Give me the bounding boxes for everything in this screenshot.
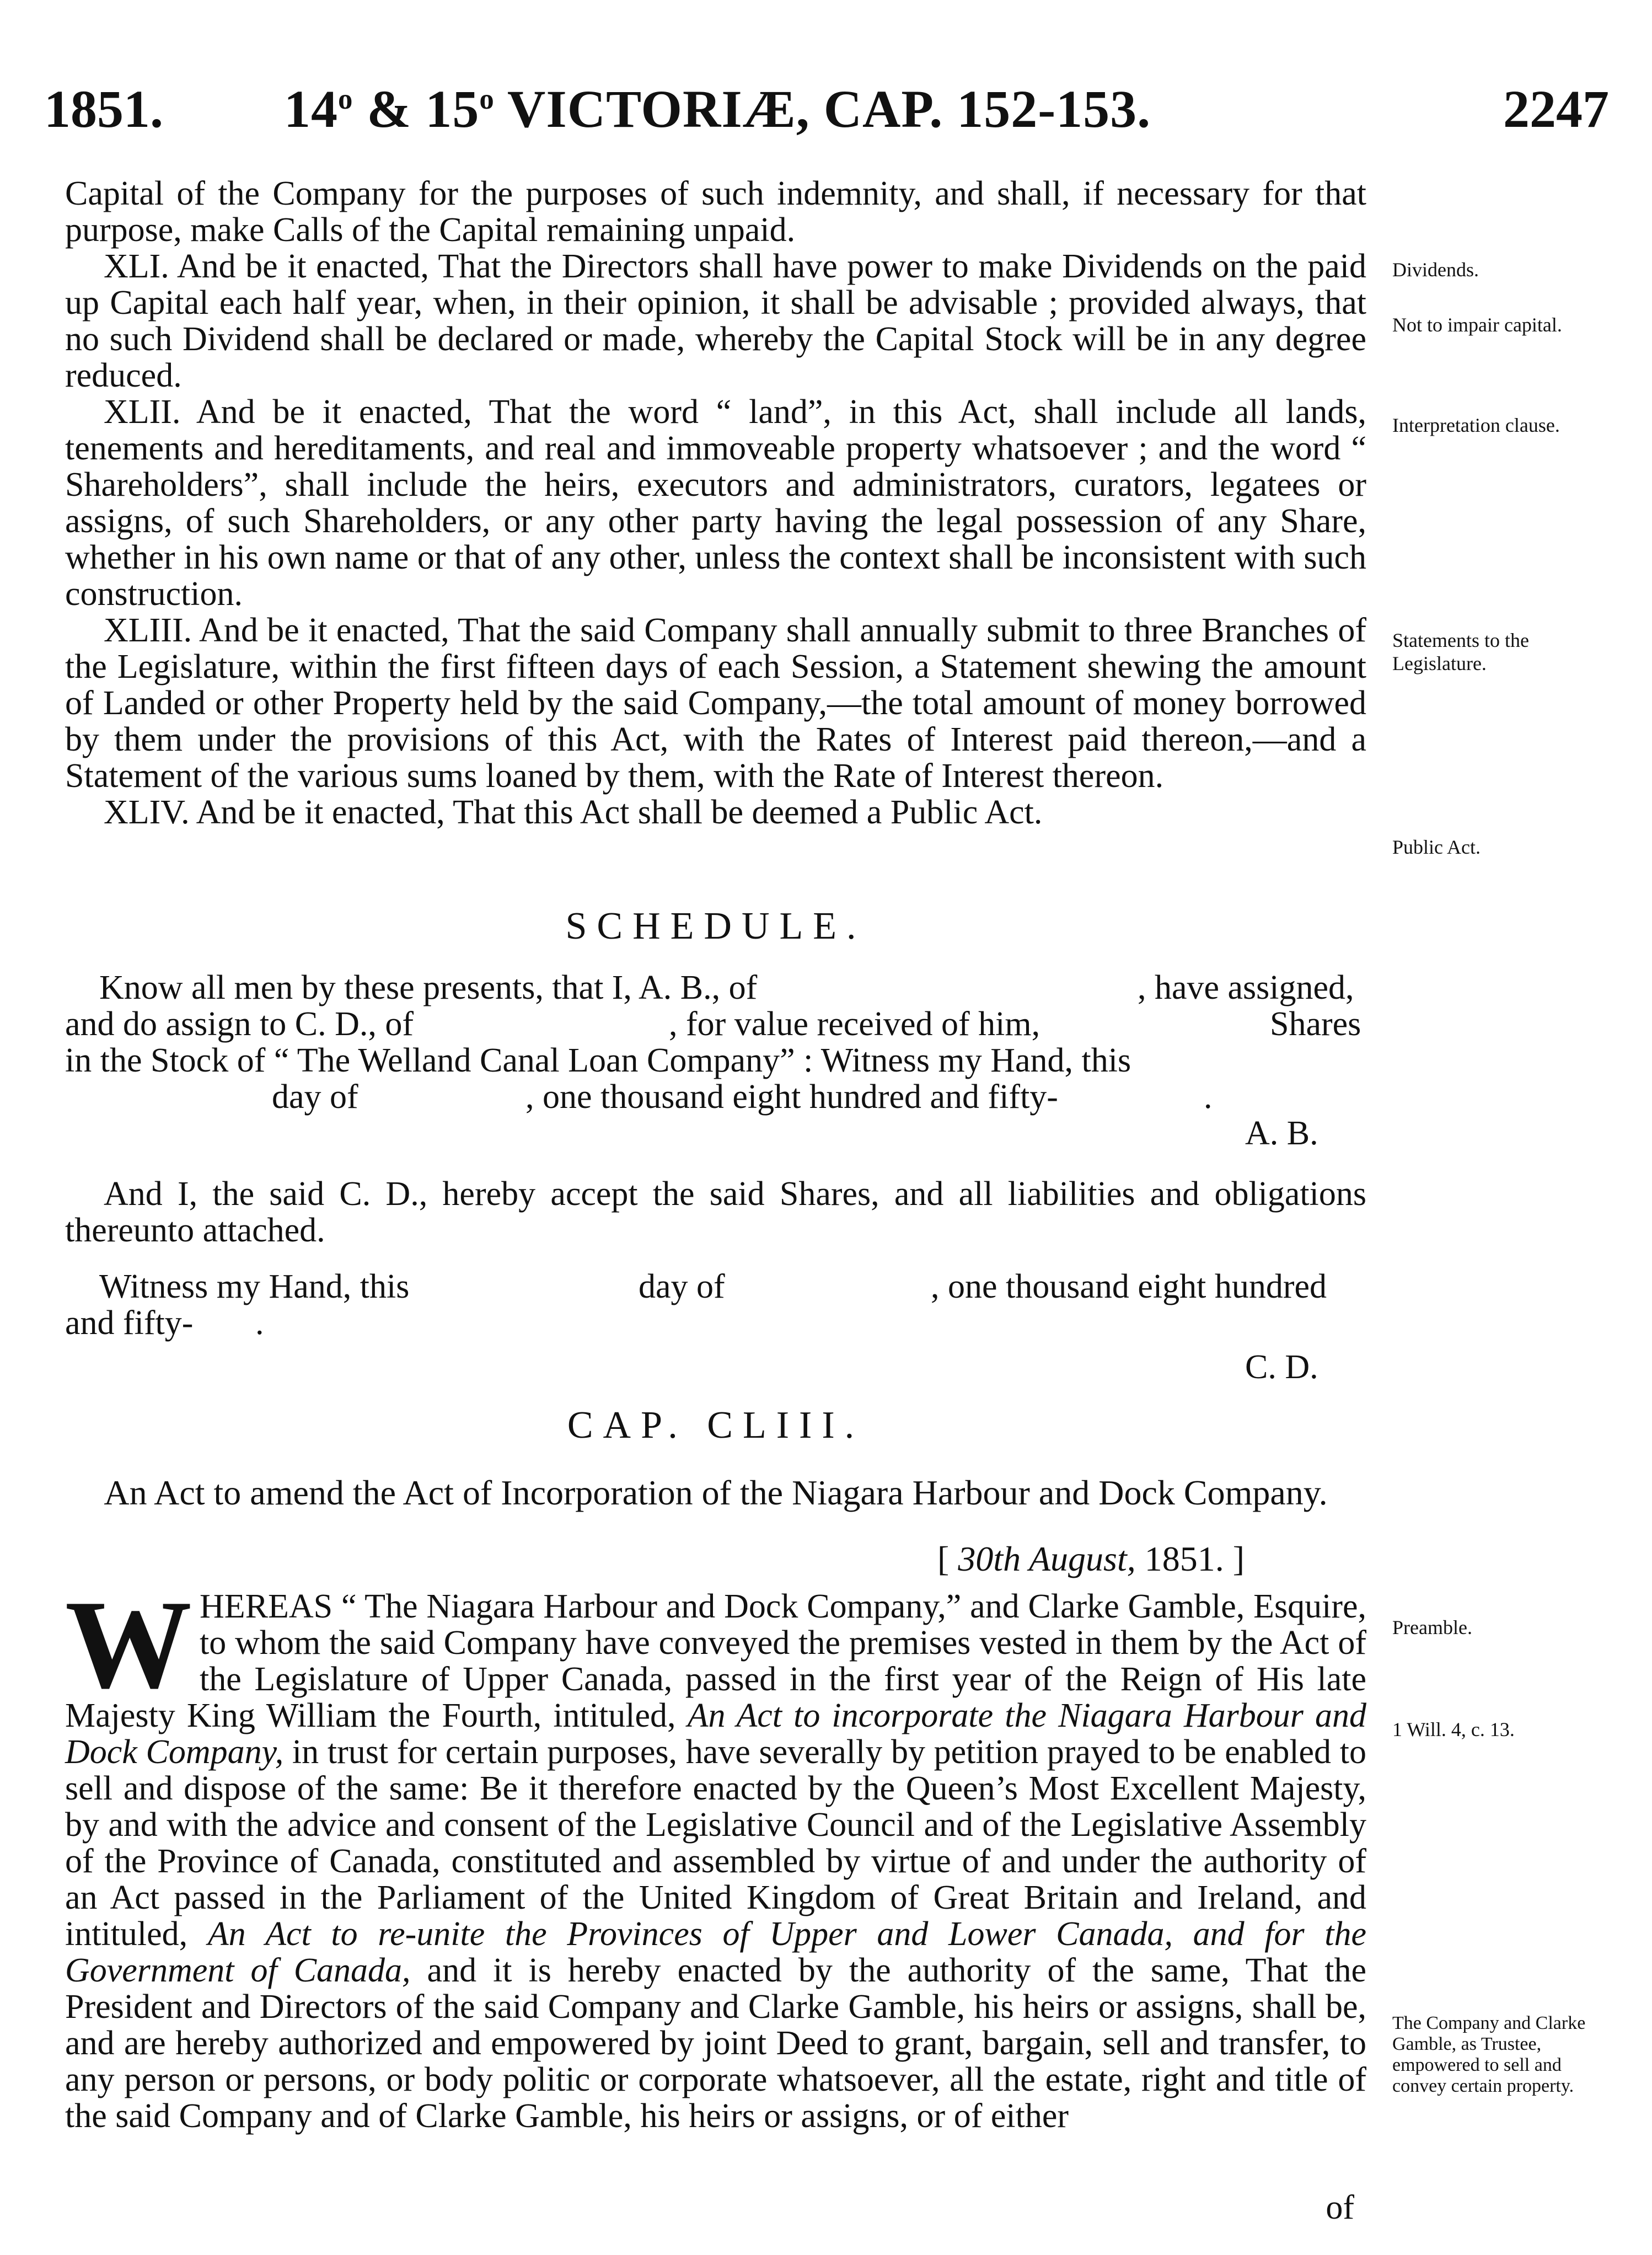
page-number: 2247 xyxy=(1503,79,1609,138)
section-xli: XLI. And be it enacted, That the Directors shall have power to make Dividends on the paid up Capital each half year, when, in their opinion, it shall be advisable ; provided always, that no such Dividend shall be declared or made, whereby the Capital Stock will be in any degree reduced. xyxy=(65,248,1366,394)
margin-note-not-impair: Not to impair capital. xyxy=(1392,314,1562,336)
header-title-mid: & 15 xyxy=(353,79,480,138)
margin-note-public-act: Public Act. xyxy=(1392,836,1481,858)
schedule-line-1b: , have assigned, xyxy=(1138,969,1354,1006)
witness-line-1c: , one thousand eight hundred xyxy=(931,1268,1327,1305)
schedule-line-2a: and do assign to C. D., of xyxy=(65,1005,414,1043)
signature-a-b: A. B. xyxy=(1245,1115,1318,1152)
section-xliv: XLIV. And be it enacted, That this Act shall be deemed a Public Act. xyxy=(104,794,1043,831)
schedule-line-1a: Know all men by these presents, that I, A. B., of xyxy=(99,969,758,1006)
cap-heading: CAP. CLIII. xyxy=(567,1404,865,1447)
header-title-pre: 14 xyxy=(284,79,338,138)
preamble-part-1: HEREAS “ The Niagara Harbour and Dock Company,” and Clarke Gamble, Esquire, to whom the said Company have conveyed the premises vested in them by the Act of the Legislature of Upper Canada, passed in the first year of the Reign of His late Majesty King William the Fourth, intituled, xyxy=(65,1588,1366,1734)
paragraph-continuation: Capital of the Company for the purposes of such indemnity, and shall, if necessary for that purpose, make Calls of the Capital remaining unpaid. xyxy=(65,175,1366,249)
schedule-line-4a: day of xyxy=(272,1078,358,1116)
witness-line-1a: Witness my Hand, this xyxy=(99,1268,410,1305)
schedule-line-2b: , for value received of him, xyxy=(669,1005,1040,1043)
schedule-heading: SCHEDULE. xyxy=(565,905,866,947)
margin-note-preamble: Preamble. xyxy=(1392,1616,1472,1638)
witness-line-2a: and fifty- xyxy=(65,1304,194,1342)
schedule-line-2c: Shares xyxy=(1270,1005,1361,1043)
header-sup-2: o xyxy=(479,83,495,115)
act-date-open: [ xyxy=(937,1539,958,1578)
margin-note-interpretation: Interpretation clause. xyxy=(1392,414,1560,436)
margin-note-statements: Statements to the Legislature. xyxy=(1392,629,1529,674)
act-date xyxy=(937,1539,1245,1579)
section-xlii: XLII. And be it enacted, That the word “ land”, in this Act, shall include all lands, tenements and hereditaments, and real and immoveable property whatsoever ; and the word “ Shareholders”, shall include the heirs, executors and administrators, curators, legatees or assigns, of such Shareholders, or any other party having the legal possession of any Share, whether in his own name or that of any other, unless the context shall be inconsistent with such construction. xyxy=(65,393,1366,613)
preamble-part-3: and it is hereby enacted by the authority of the same, That the President and Directors of the said Company and Clarke Gamble, his heirs or assigns, shall be, and are hereby authorized and empowered by joint Deed to grant, bargain, sell and transfer, to any person or persons, or body politic or corporate whatsoever, all the estate, right and title of the said Company and of Clarke Gamble, his heirs or assigns, or of either xyxy=(65,1952,1366,2135)
act-date-italic: 30th August, xyxy=(958,1539,1136,1578)
schedule-line-4c: . xyxy=(1204,1078,1213,1116)
schedule-witness xyxy=(65,1268,1366,1385)
schedule-acceptance xyxy=(65,1176,1366,1249)
witness-line-1b: day of xyxy=(639,1268,725,1305)
margin-note-citation: 1 Will. 4, c. 13. xyxy=(1392,1718,1515,1740)
cited-act-1: An Act to incorporate the Niagara Harbour and Dock Company, xyxy=(65,1697,1366,1771)
header-sup-1: o xyxy=(338,83,353,115)
body-text xyxy=(65,175,1366,831)
schedule-line-4b: , one thousand eight hundred and fifty- xyxy=(525,1078,1058,1116)
acceptance-text: And I, the said C. D., hereby accept the said Shares, and all liabilities and obligations thereunto attached. xyxy=(65,1175,1366,1249)
signature-c-d: C. D. xyxy=(1245,1348,1318,1386)
witness-line-2b: . xyxy=(255,1304,264,1342)
preamble-text xyxy=(65,1574,1366,2135)
header-title xyxy=(284,79,1151,138)
preamble-part-2: in trust for certain purposes, have severally by petition prayed to be enabled to sell and dispose of the same: Be it therefore enacted by the Queen’s Most Excellent Majesty, by and with the advice and consent of the Legislative Council and of the Legislative Assembly of the Province of Canada, constituted and assembled by virtue of and under the authority of an Act passed in the Parliament of the United Kingdom of Great Britain and Ireland, and intituled, xyxy=(65,1733,1366,1953)
catchword: of xyxy=(1326,2189,1354,2226)
preamble-paragraph xyxy=(65,1574,1366,2135)
act-date-close: 1851. ] xyxy=(1135,1539,1245,1578)
act-title: An Act to amend the Act of Incorporation of the Niagara Harbour and Dock Company. xyxy=(104,1473,1328,1512)
margin-note-company: The Company and Clarke Gamble, as Trustee, empowered to sell and convey certain property. xyxy=(1392,2013,1586,2096)
header-year: 1851. xyxy=(44,79,163,138)
schedule-line-3: in the Stock of “ The Welland Canal Loan Company” : Witness my Hand, this xyxy=(65,1042,1131,1079)
header-title-post: VICTORIÆ, CAP. 152-153. xyxy=(494,79,1151,138)
section-xliii: XLIII. And be it enacted, That the said Company shall annually submit to three Branches of the Legislature, within the first fifteen days of each Session, a Statement shewing the amount of Landed or other Property held by the said Company,—the total amount of money borrowed by them under the provisions of this Act, with the Rates of Interest paid thereon,—and a Statement of the various sums loaned by them, with the Rate of Interest thereon. xyxy=(65,612,1366,795)
margin-note-dividends: Dividends. xyxy=(1392,259,1479,281)
schedule-form xyxy=(65,970,1366,1151)
drop-cap: W xyxy=(65,1574,192,1715)
cited-act-2: An Act to re-unite the Provinces of Upper and Lower Canada, and for the Government of Canada, xyxy=(65,1915,1366,1989)
